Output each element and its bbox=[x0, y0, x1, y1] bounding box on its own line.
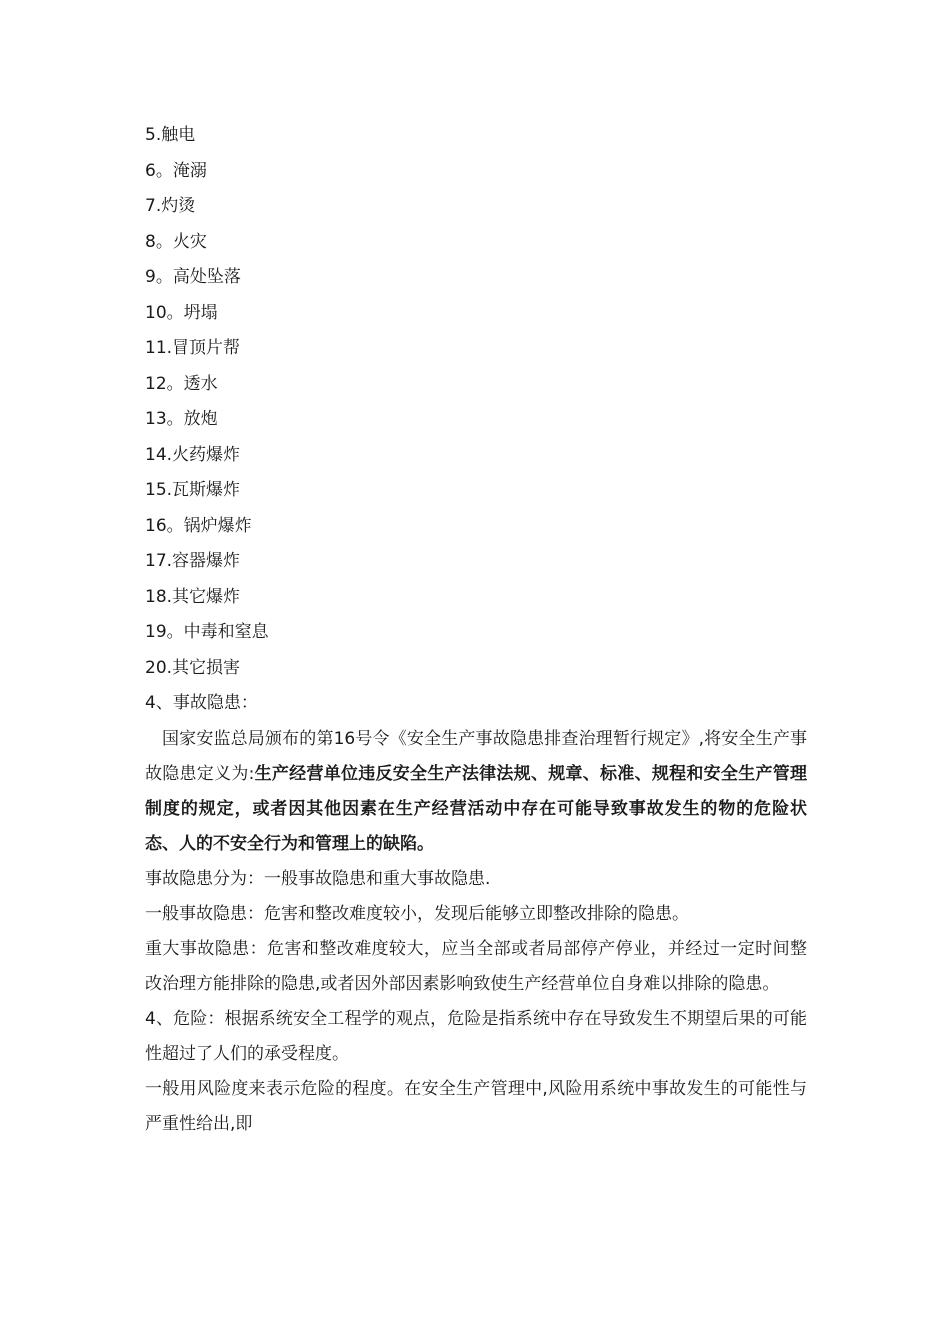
list-item: 9。高处坠落 bbox=[145, 267, 241, 287]
danger-paragraph: 4、危险：根据系统安全工程学的观点，危险是指系统中存在导致发生不期望后果的可能性超过了人们的承受程度。 bbox=[145, 1008, 807, 1064]
hazard-type-list bbox=[145, 118, 807, 686]
list-item: 13。放炮 bbox=[145, 409, 218, 429]
risk-paragraph: 一般用风险度来表示危险的程度。在安全生产管理中,风险用系统中事故发生的可能性与严重性给出,即 bbox=[145, 1078, 807, 1134]
list-item: 12。透水 bbox=[145, 373, 218, 394]
definition-bold-text: 生产经营单位违反安全生产法律法规、规章、标准、规程和安全生产管理制度的规定，或者因其他因素在生产经营活动中存在可能导致事故发生的物的危险状态、人的不安全行为和管理上的缺陷。 bbox=[145, 763, 808, 854]
definition-intro: 国家安监总局颁布的第16号令《安全生产事故隐患排查治理暂行规定》,将安全生产事故隐患定义为: bbox=[145, 728, 807, 784]
section-heading: 4、事故隐患： bbox=[145, 693, 258, 713]
hazard-definition-paragraph bbox=[145, 722, 807, 862]
list-item: 7.灼烫 bbox=[145, 196, 196, 216]
list-item: 17.容器爆炸 bbox=[145, 551, 241, 571]
list-item: 19。中毒和窒息 bbox=[145, 622, 269, 642]
list-item: 20.其它损害 bbox=[145, 657, 241, 678]
list-item: 15.瓦斯爆炸 bbox=[145, 480, 241, 500]
list-item: 16。锅炉爆炸 bbox=[145, 515, 252, 536]
general-hazard-paragraph: 一般事故隐患：危害和整改难度较小，发现后能够立即整改排除的隐患。 bbox=[145, 903, 689, 924]
major-hazard-paragraph: 重大事故隐患：危害和整改难度较大，应当全部或者局部停产停业，并经过一定时间整改治理方能排除的隐患,或者因外部因素影响致使生产经营单位自身难以排除的隐患。 bbox=[145, 938, 807, 994]
list-item: 11.冒顶片帮 bbox=[145, 338, 241, 358]
classification-paragraph: 事故隐患分为：一般事故隐患和重大事故隐患. bbox=[145, 868, 491, 889]
list-item: 10。坍塌 bbox=[145, 302, 218, 323]
list-item: 5.触电 bbox=[145, 125, 196, 145]
document-page bbox=[145, 118, 807, 1142]
list-item: 8。火灾 bbox=[145, 231, 207, 252]
list-item: 14.火药爆炸 bbox=[145, 444, 241, 465]
list-item: 18.其它爆炸 bbox=[145, 586, 241, 607]
list-item: 6。淹溺 bbox=[145, 160, 207, 181]
